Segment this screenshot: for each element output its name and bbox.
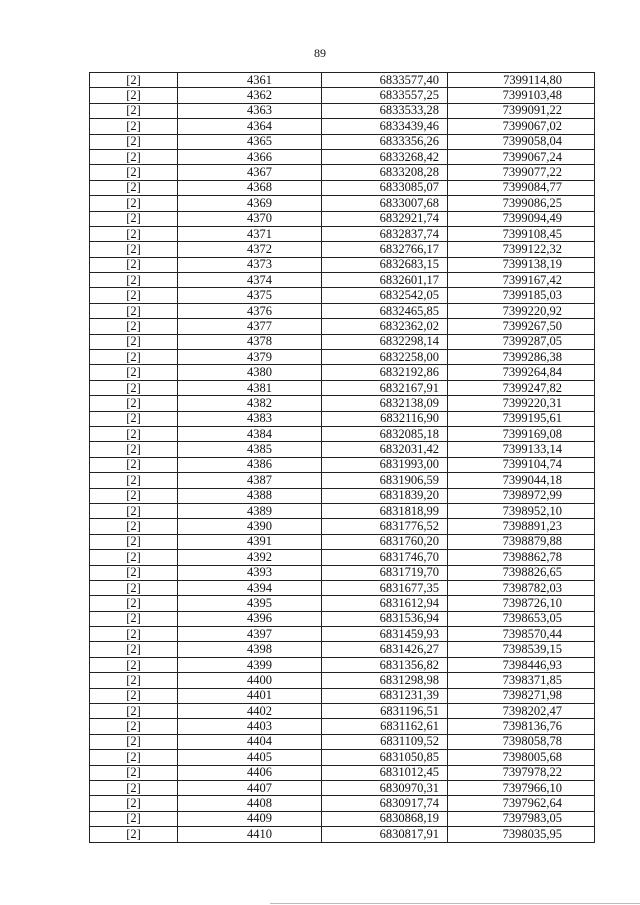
source-ref-cell: [2] <box>90 611 178 626</box>
point-number-cell: 4398 <box>178 642 322 657</box>
x-coordinate-cell: 6831426,27 <box>322 642 448 657</box>
y-coordinate-cell: 7399133,14 <box>448 442 595 457</box>
y-coordinate-cell: 7399077,22 <box>448 165 595 180</box>
point-number-cell: 4374 <box>178 273 322 288</box>
y-coordinate-cell: 7399067,24 <box>448 149 595 164</box>
x-coordinate-cell: 6833439,46 <box>322 119 448 134</box>
y-coordinate-cell: 7399058,04 <box>448 134 595 149</box>
x-coordinate-cell: 6831162,61 <box>322 719 448 734</box>
y-coordinate-cell: 7399104,74 <box>448 457 595 472</box>
point-number-cell: 4394 <box>178 580 322 595</box>
source-ref-cell: [2] <box>90 734 178 749</box>
source-ref-cell: [2] <box>90 273 178 288</box>
page-number: 89 <box>314 46 326 60</box>
x-coordinate-cell: 6832465,85 <box>322 303 448 318</box>
y-coordinate-cell: 7399185,03 <box>448 288 595 303</box>
y-coordinate-cell: 7397966,10 <box>448 780 595 795</box>
point-number-cell: 4404 <box>178 734 322 749</box>
table-row <box>90 334 595 349</box>
y-coordinate-cell: 7398862,78 <box>448 550 595 565</box>
y-coordinate-cell: 7398879,88 <box>448 534 595 549</box>
point-number-cell: 4363 <box>178 103 322 118</box>
table-row <box>90 134 595 149</box>
source-ref-cell: [2] <box>90 488 178 503</box>
point-number-cell: 4403 <box>178 719 322 734</box>
source-ref-cell: [2] <box>90 134 178 149</box>
x-coordinate-cell: 6830917,74 <box>322 796 448 811</box>
source-ref-cell: [2] <box>90 704 178 719</box>
source-ref-cell: [2] <box>90 473 178 488</box>
x-coordinate-cell: 6831760,20 <box>322 534 448 549</box>
y-coordinate-cell: 7399287,05 <box>448 334 595 349</box>
table-row <box>90 411 595 426</box>
y-coordinate-cell: 7398446,93 <box>448 657 595 672</box>
table-row <box>90 596 595 611</box>
x-coordinate-cell: 6832362,02 <box>322 319 448 334</box>
source-ref-cell: [2] <box>90 811 178 826</box>
x-coordinate-cell: 6832542,05 <box>322 288 448 303</box>
y-coordinate-cell: 7399267,50 <box>448 319 595 334</box>
point-number-cell: 4371 <box>178 226 322 241</box>
table-row <box>90 627 595 642</box>
table-row <box>90 750 595 765</box>
y-coordinate-cell: 7399067,02 <box>448 119 595 134</box>
source-ref-cell: [2] <box>90 411 178 426</box>
x-coordinate-cell: 6832167,91 <box>322 380 448 395</box>
table-row <box>90 257 595 272</box>
x-coordinate-cell: 6831109,52 <box>322 734 448 749</box>
y-coordinate-cell: 7399220,31 <box>448 396 595 411</box>
y-coordinate-cell: 7399086,25 <box>448 196 595 211</box>
x-coordinate-cell: 6833007,68 <box>322 196 448 211</box>
table-row <box>90 827 595 842</box>
source-ref-cell: [2] <box>90 719 178 734</box>
point-number-cell: 4397 <box>178 627 322 642</box>
source-ref-cell: [2] <box>90 780 178 795</box>
y-coordinate-cell: 7398826,65 <box>448 565 595 580</box>
y-coordinate-cell: 7398952,10 <box>448 503 595 518</box>
source-ref-cell: [2] <box>90 580 178 595</box>
source-ref-cell: [2] <box>90 750 178 765</box>
y-coordinate-cell: 7398058,78 <box>448 734 595 749</box>
x-coordinate-cell: 6833208,28 <box>322 165 448 180</box>
x-coordinate-cell: 6831612,94 <box>322 596 448 611</box>
point-number-cell: 4382 <box>178 396 322 411</box>
table-row <box>90 673 595 688</box>
table-row <box>90 565 595 580</box>
point-number-cell: 4410 <box>178 827 322 842</box>
table-row <box>90 365 595 380</box>
source-ref-cell: [2] <box>90 503 178 518</box>
table-row <box>90 488 595 503</box>
point-number-cell: 4408 <box>178 796 322 811</box>
table-row <box>90 796 595 811</box>
point-number-cell: 4379 <box>178 350 322 365</box>
x-coordinate-cell: 6833356,26 <box>322 134 448 149</box>
x-coordinate-cell: 6832138,09 <box>322 396 448 411</box>
table-row <box>90 303 595 318</box>
point-number-cell: 4389 <box>178 503 322 518</box>
y-coordinate-cell: 7398570,44 <box>448 627 595 642</box>
x-coordinate-cell: 6831231,39 <box>322 688 448 703</box>
table-row <box>90 611 595 626</box>
x-coordinate-cell: 6833533,28 <box>322 103 448 118</box>
table-row <box>90 319 595 334</box>
table-row <box>90 780 595 795</box>
x-coordinate-cell: 6831776,52 <box>322 519 448 534</box>
x-coordinate-cell: 6831719,70 <box>322 565 448 580</box>
source-ref-cell: [2] <box>90 765 178 780</box>
table-row <box>90 534 595 549</box>
y-coordinate-cell: 7397983,05 <box>448 811 595 826</box>
table-row <box>90 226 595 241</box>
source-ref-cell: [2] <box>90 688 178 703</box>
source-ref-cell: [2] <box>90 380 178 395</box>
point-number-cell: 4380 <box>178 365 322 380</box>
source-ref-cell: [2] <box>90 319 178 334</box>
source-ref-cell: [2] <box>90 596 178 611</box>
point-number-cell: 4367 <box>178 165 322 180</box>
x-coordinate-cell: 6831459,93 <box>322 627 448 642</box>
y-coordinate-cell: 7399084,77 <box>448 180 595 195</box>
y-coordinate-cell: 7398726,10 <box>448 596 595 611</box>
x-coordinate-cell: 6832921,74 <box>322 211 448 226</box>
table-row <box>90 380 595 395</box>
table-row <box>90 88 595 103</box>
x-coordinate-cell: 6831012,45 <box>322 765 448 780</box>
source-ref-cell: [2] <box>90 365 178 380</box>
x-coordinate-cell: 6832837,74 <box>322 226 448 241</box>
x-coordinate-cell: 6832766,17 <box>322 242 448 257</box>
y-coordinate-cell: 7399108,45 <box>448 226 595 241</box>
point-number-cell: 4395 <box>178 596 322 611</box>
table-row <box>90 211 595 226</box>
source-ref-cell: [2] <box>90 673 178 688</box>
y-coordinate-cell: 7398035,95 <box>448 827 595 842</box>
point-number-cell: 4406 <box>178 765 322 780</box>
source-ref-cell: [2] <box>90 257 178 272</box>
point-number-cell: 4388 <box>178 488 322 503</box>
table-row <box>90 657 595 672</box>
table-row <box>90 288 595 303</box>
y-coordinate-cell: 7399122,32 <box>448 242 595 257</box>
x-coordinate-cell: 6831536,94 <box>322 611 448 626</box>
point-number-cell: 4375 <box>178 288 322 303</box>
point-number-cell: 4386 <box>178 457 322 472</box>
y-coordinate-cell: 7399264,84 <box>448 365 595 380</box>
table-row <box>90 426 595 441</box>
table-row <box>90 273 595 288</box>
x-coordinate-cell: 6831906,59 <box>322 473 448 488</box>
y-coordinate-cell: 7398891,23 <box>448 519 595 534</box>
point-number-cell: 4370 <box>178 211 322 226</box>
point-number-cell: 4402 <box>178 704 322 719</box>
coordinates-table-body <box>90 73 595 843</box>
x-coordinate-cell: 6830868,19 <box>322 811 448 826</box>
source-ref-cell: [2] <box>90 88 178 103</box>
y-coordinate-cell: 7398271,98 <box>448 688 595 703</box>
table-row <box>90 503 595 518</box>
x-coordinate-cell: 6831050,85 <box>322 750 448 765</box>
source-ref-cell: [2] <box>90 303 178 318</box>
source-ref-cell: [2] <box>90 73 178 88</box>
x-coordinate-cell: 6831677,35 <box>322 580 448 595</box>
y-coordinate-cell: 7397962,64 <box>448 796 595 811</box>
y-coordinate-cell: 7399169,08 <box>448 426 595 441</box>
footer-rule <box>270 903 640 904</box>
point-number-cell: 4409 <box>178 811 322 826</box>
table-row <box>90 457 595 472</box>
source-ref-cell: [2] <box>90 550 178 565</box>
y-coordinate-cell: 7398972,99 <box>448 488 595 503</box>
source-ref-cell: [2] <box>90 534 178 549</box>
table-row <box>90 242 595 257</box>
y-coordinate-cell: 7397978,22 <box>448 765 595 780</box>
source-ref-cell: [2] <box>90 288 178 303</box>
x-coordinate-cell: 6830817,91 <box>322 827 448 842</box>
table-row <box>90 73 595 88</box>
table-row <box>90 396 595 411</box>
table-row <box>90 642 595 657</box>
source-ref-cell: [2] <box>90 334 178 349</box>
x-coordinate-cell: 6831196,51 <box>322 704 448 719</box>
point-number-cell: 4368 <box>178 180 322 195</box>
point-number-cell: 4362 <box>178 88 322 103</box>
x-coordinate-cell: 6832116,90 <box>322 411 448 426</box>
y-coordinate-cell: 7399114,80 <box>448 73 595 88</box>
table-row <box>90 442 595 457</box>
x-coordinate-cell: 6830970,31 <box>322 780 448 795</box>
y-coordinate-cell: 7399167,42 <box>448 273 595 288</box>
source-ref-cell: [2] <box>90 196 178 211</box>
x-coordinate-cell: 6833577,40 <box>322 73 448 88</box>
table-row <box>90 734 595 749</box>
x-coordinate-cell: 6832298,14 <box>322 334 448 349</box>
source-ref-cell: [2] <box>90 565 178 580</box>
table-row <box>90 519 595 534</box>
point-number-cell: 4381 <box>178 380 322 395</box>
point-number-cell: 4405 <box>178 750 322 765</box>
point-number-cell: 4391 <box>178 534 322 549</box>
x-coordinate-cell: 6832683,15 <box>322 257 448 272</box>
table-row <box>90 811 595 826</box>
x-coordinate-cell: 6833557,25 <box>322 88 448 103</box>
table-row <box>90 149 595 164</box>
table-row <box>90 550 595 565</box>
point-number-cell: 4366 <box>178 149 322 164</box>
x-coordinate-cell: 6832601,17 <box>322 273 448 288</box>
table-row <box>90 350 595 365</box>
table-row <box>90 704 595 719</box>
point-number-cell: 4407 <box>178 780 322 795</box>
point-number-cell: 4364 <box>178 119 322 134</box>
x-coordinate-cell: 6831818,99 <box>322 503 448 518</box>
x-coordinate-cell: 6832192,86 <box>322 365 448 380</box>
point-number-cell: 4392 <box>178 550 322 565</box>
point-number-cell: 4378 <box>178 334 322 349</box>
table-row <box>90 119 595 134</box>
source-ref-cell: [2] <box>90 350 178 365</box>
x-coordinate-cell: 6831993,00 <box>322 457 448 472</box>
y-coordinate-cell: 7398653,05 <box>448 611 595 626</box>
x-coordinate-cell: 6831839,20 <box>322 488 448 503</box>
y-coordinate-cell: 7398539,15 <box>448 642 595 657</box>
source-ref-cell: [2] <box>90 519 178 534</box>
y-coordinate-cell: 7399103,48 <box>448 88 595 103</box>
source-ref-cell: [2] <box>90 180 178 195</box>
x-coordinate-cell: 6831356,82 <box>322 657 448 672</box>
point-number-cell: 4372 <box>178 242 322 257</box>
source-ref-cell: [2] <box>90 103 178 118</box>
y-coordinate-cell: 7398371,85 <box>448 673 595 688</box>
y-coordinate-cell: 7399091,22 <box>448 103 595 118</box>
table-row <box>90 765 595 780</box>
y-coordinate-cell: 7399286,38 <box>448 350 595 365</box>
y-coordinate-cell: 7399247,82 <box>448 380 595 395</box>
y-coordinate-cell: 7399094,49 <box>448 211 595 226</box>
point-number-cell: 4400 <box>178 673 322 688</box>
source-ref-cell: [2] <box>90 426 178 441</box>
point-number-cell: 4396 <box>178 611 322 626</box>
y-coordinate-cell: 7399220,92 <box>448 303 595 318</box>
point-number-cell: 4383 <box>178 411 322 426</box>
source-ref-cell: [2] <box>90 165 178 180</box>
source-ref-cell: [2] <box>90 827 178 842</box>
y-coordinate-cell: 7399138,19 <box>448 257 595 272</box>
source-ref-cell: [2] <box>90 642 178 657</box>
coordinates-table <box>89 72 595 843</box>
point-number-cell: 4377 <box>178 319 322 334</box>
point-number-cell: 4390 <box>178 519 322 534</box>
point-number-cell: 4369 <box>178 196 322 211</box>
table-row <box>90 580 595 595</box>
x-coordinate-cell: 6832085,18 <box>322 426 448 441</box>
table-row <box>90 196 595 211</box>
source-ref-cell: [2] <box>90 242 178 257</box>
table-row <box>90 473 595 488</box>
table-row <box>90 180 595 195</box>
point-number-cell: 4401 <box>178 688 322 703</box>
table-row <box>90 103 595 118</box>
table-row <box>90 688 595 703</box>
y-coordinate-cell: 7398782,03 <box>448 580 595 595</box>
source-ref-cell: [2] <box>90 627 178 642</box>
point-number-cell: 4361 <box>178 73 322 88</box>
source-ref-cell: [2] <box>90 442 178 457</box>
source-ref-cell: [2] <box>90 226 178 241</box>
point-number-cell: 4373 <box>178 257 322 272</box>
x-coordinate-cell: 6832258,00 <box>322 350 448 365</box>
source-ref-cell: [2] <box>90 457 178 472</box>
point-number-cell: 4376 <box>178 303 322 318</box>
point-number-cell: 4393 <box>178 565 322 580</box>
y-coordinate-cell: 7398202,47 <box>448 704 595 719</box>
source-ref-cell: [2] <box>90 396 178 411</box>
source-ref-cell: [2] <box>90 796 178 811</box>
table-row <box>90 165 595 180</box>
source-ref-cell: [2] <box>90 211 178 226</box>
x-coordinate-cell: 6831746,70 <box>322 550 448 565</box>
x-coordinate-cell: 6831298,98 <box>322 673 448 688</box>
point-number-cell: 4399 <box>178 657 322 672</box>
source-ref-cell: [2] <box>90 119 178 134</box>
table-row <box>90 719 595 734</box>
point-number-cell: 4385 <box>178 442 322 457</box>
y-coordinate-cell: 7398005,68 <box>448 750 595 765</box>
x-coordinate-cell: 6833085,07 <box>322 180 448 195</box>
y-coordinate-cell: 7398136,76 <box>448 719 595 734</box>
x-coordinate-cell: 6832031,42 <box>322 442 448 457</box>
source-ref-cell: [2] <box>90 149 178 164</box>
source-ref-cell: [2] <box>90 657 178 672</box>
x-coordinate-cell: 6833268,42 <box>322 149 448 164</box>
point-number-cell: 4384 <box>178 426 322 441</box>
point-number-cell: 4365 <box>178 134 322 149</box>
point-number-cell: 4387 <box>178 473 322 488</box>
y-coordinate-cell: 7399195,61 <box>448 411 595 426</box>
y-coordinate-cell: 7399044,18 <box>448 473 595 488</box>
